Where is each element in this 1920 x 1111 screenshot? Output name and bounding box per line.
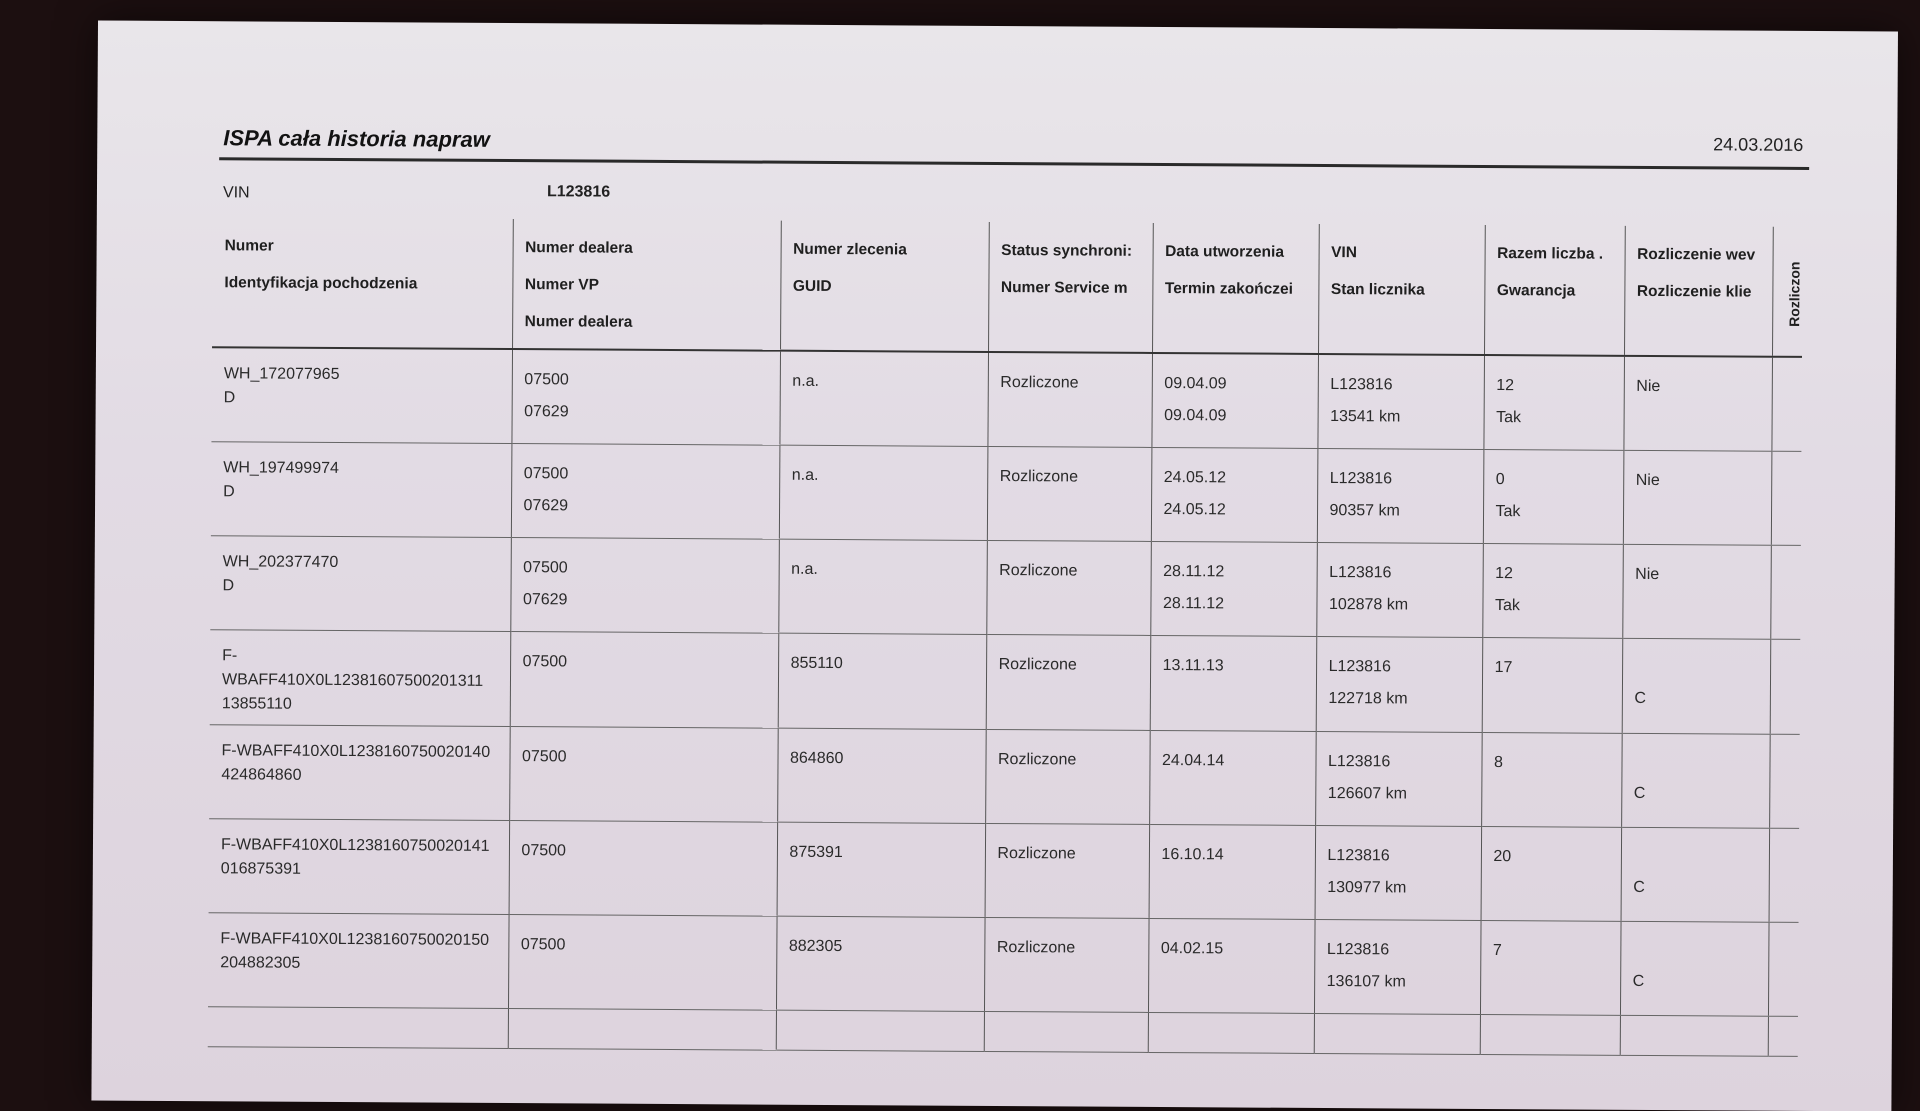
cell-numer: WH_202377470 (222, 552, 339, 571)
cell-data-utw: 24.04.14 (1161, 751, 1225, 769)
cell-rozl-klient: C (1634, 689, 1647, 707)
header-label: Numer (224, 237, 274, 255)
cell-rozl-wew (1635, 652, 1758, 653)
cell-razem: 12 (1495, 564, 1514, 582)
table-cell (1622, 638, 1771, 734)
cell-razem: 0 (1495, 470, 1505, 488)
cell-status: Rozliczone (996, 938, 1076, 956)
table-cell (211, 441, 512, 537)
header-label: Rozliczenie wev (1637, 245, 1756, 264)
cell-razem: 8 (1493, 753, 1503, 771)
cell-licznik: 90357 km (1329, 501, 1400, 519)
cell-numer: F-WBAFF410X0L1238160750020150 (220, 929, 490, 949)
cell-data-utw: 04.02.15 (1160, 939, 1224, 957)
repair-history-table (208, 217, 1803, 1056)
cell-vin: L123816 (1327, 752, 1391, 770)
table-cell (776, 916, 985, 1011)
header-label-vertical: Rozliczon (1785, 261, 1803, 327)
vin-label: VIN (222, 184, 250, 202)
table-cell (986, 540, 1151, 635)
cell-razem: 17 (1494, 658, 1513, 676)
header-label: Numer dealera (525, 239, 633, 257)
table-row (209, 818, 1800, 922)
cell-numer: F-WBAFF410X0L12381607500201311 (221, 646, 484, 690)
table-cell (1482, 637, 1623, 733)
cell-zlecenie: n.a. (791, 466, 819, 484)
table-cell (208, 912, 509, 1008)
cell-rozl-klient: C (1633, 784, 1646, 802)
title-rule (219, 157, 1809, 170)
table-cell (1317, 354, 1484, 449)
header-col-rozliczenie (1624, 226, 1773, 357)
table-cell (1150, 635, 1317, 731)
cell-gwarancja: Tak (1494, 596, 1520, 614)
cell-vin: L123816 (1329, 469, 1393, 487)
header-label: Identyfikacja pochodzenia (224, 274, 418, 293)
cell-dealer: 07500 (520, 935, 566, 953)
table-row (211, 441, 1802, 545)
cell-rozl-klient: C (1633, 878, 1645, 896)
table-cell (1771, 451, 1802, 545)
cell-vin: L123816 (1329, 563, 1392, 581)
table-cell (211, 347, 512, 443)
table-cell (1151, 353, 1318, 448)
cell-rozl-klient (1635, 620, 1758, 621)
cell-rozl-wew (1634, 747, 1757, 748)
table-row (208, 912, 1799, 1016)
header-label: Gwarancja (1496, 282, 1576, 300)
cell-gwarancja: Tak (1495, 502, 1521, 520)
header-label: Stan licznika (1330, 281, 1425, 299)
table-cell (984, 917, 1149, 1012)
table-cell (209, 818, 510, 914)
cell-status: Rozliczone (997, 844, 1076, 862)
table-header-row (212, 217, 1803, 357)
document-date: 24.03.2016 (1713, 134, 1804, 155)
table-cell (1770, 545, 1801, 639)
table-cell (1620, 1015, 1768, 1056)
header-col-dealer (512, 219, 781, 351)
cell-dealer: 07500 (522, 652, 568, 670)
table-cell (778, 539, 987, 634)
cell-licznik: 136107 km (1326, 972, 1406, 991)
cell-razem: 20 (1493, 847, 1512, 865)
cell-licznik: 122718 km (1328, 689, 1408, 708)
cell-ident: 204882305 (220, 953, 301, 972)
cell-rozl-wew: Nie (1635, 471, 1660, 489)
header-col-status (988, 222, 1153, 353)
header-col-data (1152, 223, 1319, 354)
table-cell (1623, 356, 1772, 451)
cell-vin: L123816 (1327, 846, 1390, 864)
table-cell (1480, 1014, 1620, 1055)
table-cell (1149, 730, 1316, 825)
cell-data-utw: 24.05.12 (1163, 468, 1227, 486)
cell-status: Rozliczone (1000, 374, 1079, 392)
cell-numer: WH_172077965 (223, 365, 340, 383)
header-label: Numer zlecenia (793, 240, 907, 259)
cell-vin: L123816 (1326, 940, 1390, 958)
cell-data-utw: 28.11.12 (1163, 562, 1225, 580)
table-row (210, 629, 1801, 734)
table-cell (1315, 825, 1482, 920)
cell-vin: L123816 (1330, 376, 1393, 394)
cell-licznik: 13541 km (1330, 408, 1401, 426)
header-label: Razem liczba . (1497, 245, 1604, 263)
table-cell (508, 914, 777, 1010)
table-cell (776, 1010, 984, 1051)
cell-rozl-klient (1636, 433, 1759, 434)
header-label: VIN (1331, 244, 1358, 262)
table-cell (511, 443, 780, 539)
header-label: Status synchroni: (1001, 242, 1133, 260)
table-cell (1481, 826, 1622, 921)
table-cell (987, 446, 1152, 541)
table-cell (1316, 542, 1483, 637)
header-label: GUID (792, 277, 832, 295)
header-label: Data utworzenia (1165, 243, 1285, 261)
cell-status: Rozliczone (999, 467, 1079, 485)
table-cell (210, 629, 511, 726)
table-cell (510, 537, 779, 633)
header-col-zlecenie (780, 221, 989, 352)
cell-zlecenie: 855110 (790, 654, 843, 672)
header-col-numer (212, 217, 513, 349)
table-cell (1771, 357, 1802, 451)
cell-ident: D (223, 482, 235, 500)
table-cell (1769, 828, 1800, 922)
table-cell (1620, 921, 1769, 1016)
table-cell (986, 634, 1151, 730)
table-cell (1317, 448, 1484, 543)
table-cell (778, 633, 987, 729)
table-cell (508, 1008, 776, 1050)
table-cell (208, 1006, 508, 1048)
header-col-rozliczon (1772, 227, 1803, 357)
cell-zlecenie: 864860 (789, 749, 844, 767)
table-row-empty (208, 1006, 1798, 1056)
table-cell (1316, 636, 1483, 732)
cell-data-utw: 09.04.09 (1164, 375, 1227, 393)
table-row (211, 347, 1802, 451)
cell-ident: 424864860 (221, 765, 302, 784)
table-cell (1621, 733, 1770, 828)
table-cell (1621, 827, 1770, 922)
cell-dealer: 07500 (523, 464, 569, 482)
cell-vp: 07629 (522, 590, 568, 608)
cell-zlecenie: n.a. (792, 372, 820, 390)
cell-licznik: 126607 km (1327, 784, 1408, 803)
header-col-razem (1484, 225, 1625, 356)
document-title: ISPA cała historia napraw (223, 125, 490, 152)
cell-numer: WH_197499974 (223, 458, 339, 477)
table-cell (1151, 447, 1318, 542)
cell-rozl-wew: Nie (1635, 565, 1660, 583)
cell-data-utw: 16.10.14 (1161, 845, 1224, 863)
table-cell (1480, 920, 1621, 1015)
header-label: Numer Service m (1000, 279, 1128, 297)
header-col-vin (1318, 224, 1485, 355)
table-cell (1768, 922, 1799, 1016)
cell-ident: 13855110 (221, 694, 292, 713)
cell-dealer: 07500 (521, 747, 567, 765)
table-cell (509, 726, 778, 822)
table-cell (1483, 449, 1624, 544)
cell-vp: 07629 (524, 403, 569, 421)
table-cell (1315, 731, 1482, 826)
cell-vp: 07629 (523, 496, 569, 514)
header-label: Rozliczenie klie (1636, 282, 1752, 301)
cell-numer: F-WBAFF410X0L1238160750020141 (220, 835, 490, 855)
table-cell (1482, 543, 1623, 638)
table-row (210, 535, 1801, 639)
table-row (209, 724, 1800, 828)
table-cell (1149, 824, 1316, 919)
table-cell (779, 351, 988, 446)
cell-dealer: 07500 (523, 558, 568, 576)
cell-razem: 7 (1492, 941, 1502, 959)
table-cell (985, 729, 1150, 824)
cell-vin: L123816 (1328, 657, 1391, 675)
cell-dealer: 07500 (521, 841, 567, 859)
cell-gwarancja: Tak (1496, 409, 1522, 427)
cell-data-utw: 13.11.13 (1162, 656, 1224, 674)
cell-status: Rozliczone (999, 561, 1078, 579)
table-cell (509, 820, 778, 916)
table-cell (779, 445, 988, 540)
cell-numer: F-WBAFF410X0L1238160750020140 (221, 741, 491, 761)
table-cell (1314, 1013, 1480, 1054)
table-cell (1314, 919, 1481, 1014)
table-cell (1768, 1016, 1798, 1056)
cell-rozl-wew: Nie (1636, 377, 1661, 396)
table-cell (777, 822, 986, 917)
cell-termin: 28.11.12 (1162, 594, 1225, 612)
table-cell (1769, 734, 1800, 828)
table-cell (209, 724, 510, 820)
table-cell (984, 1011, 1148, 1052)
table-cell (1148, 918, 1315, 1013)
cell-rozl-wew (1633, 935, 1756, 936)
header-label: Numer dealera (524, 313, 633, 331)
table-cell (1622, 544, 1771, 639)
cell-ident: D (222, 576, 235, 594)
cell-zlecenie: 882305 (788, 937, 843, 955)
cell-licznik: 102878 km (1328, 595, 1409, 614)
cell-rozl-klient (1635, 526, 1758, 527)
cell-ident: 016875391 (220, 859, 301, 878)
cell-razem: 12 (1496, 377, 1515, 395)
table-cell (985, 823, 1150, 918)
document-page (91, 21, 1898, 1111)
cell-rozl-wew (1634, 841, 1757, 842)
cell-termin: 24.05.12 (1163, 500, 1226, 518)
table-cell (777, 728, 986, 823)
vin-value: L123816 (546, 183, 611, 201)
cell-status: Rozliczone (998, 655, 1077, 673)
cell-zlecenie: 875391 (789, 843, 843, 861)
table-cell (510, 631, 779, 728)
cell-termin: 09.04.09 (1164, 407, 1227, 425)
header-label: Termin zakończei (1164, 280, 1294, 298)
table-cell (1623, 450, 1772, 545)
cell-licznik: 130977 km (1327, 878, 1407, 897)
header-label: Numer VP (524, 276, 600, 294)
table-cell (511, 349, 780, 445)
cell-status: Rozliczone (997, 750, 1077, 768)
cell-zlecenie: n.a. (791, 560, 818, 578)
table-cell (1770, 639, 1801, 734)
cell-ident: D (223, 389, 236, 407)
cell-dealer: 07500 (524, 371, 569, 389)
cell-rozl-klient: C (1632, 972, 1645, 990)
table-cell (1483, 355, 1624, 450)
table-cell (1481, 732, 1622, 827)
table-cell (1150, 541, 1317, 636)
table-cell (987, 352, 1152, 447)
table-cell (1148, 1012, 1314, 1053)
table-cell (210, 535, 511, 631)
